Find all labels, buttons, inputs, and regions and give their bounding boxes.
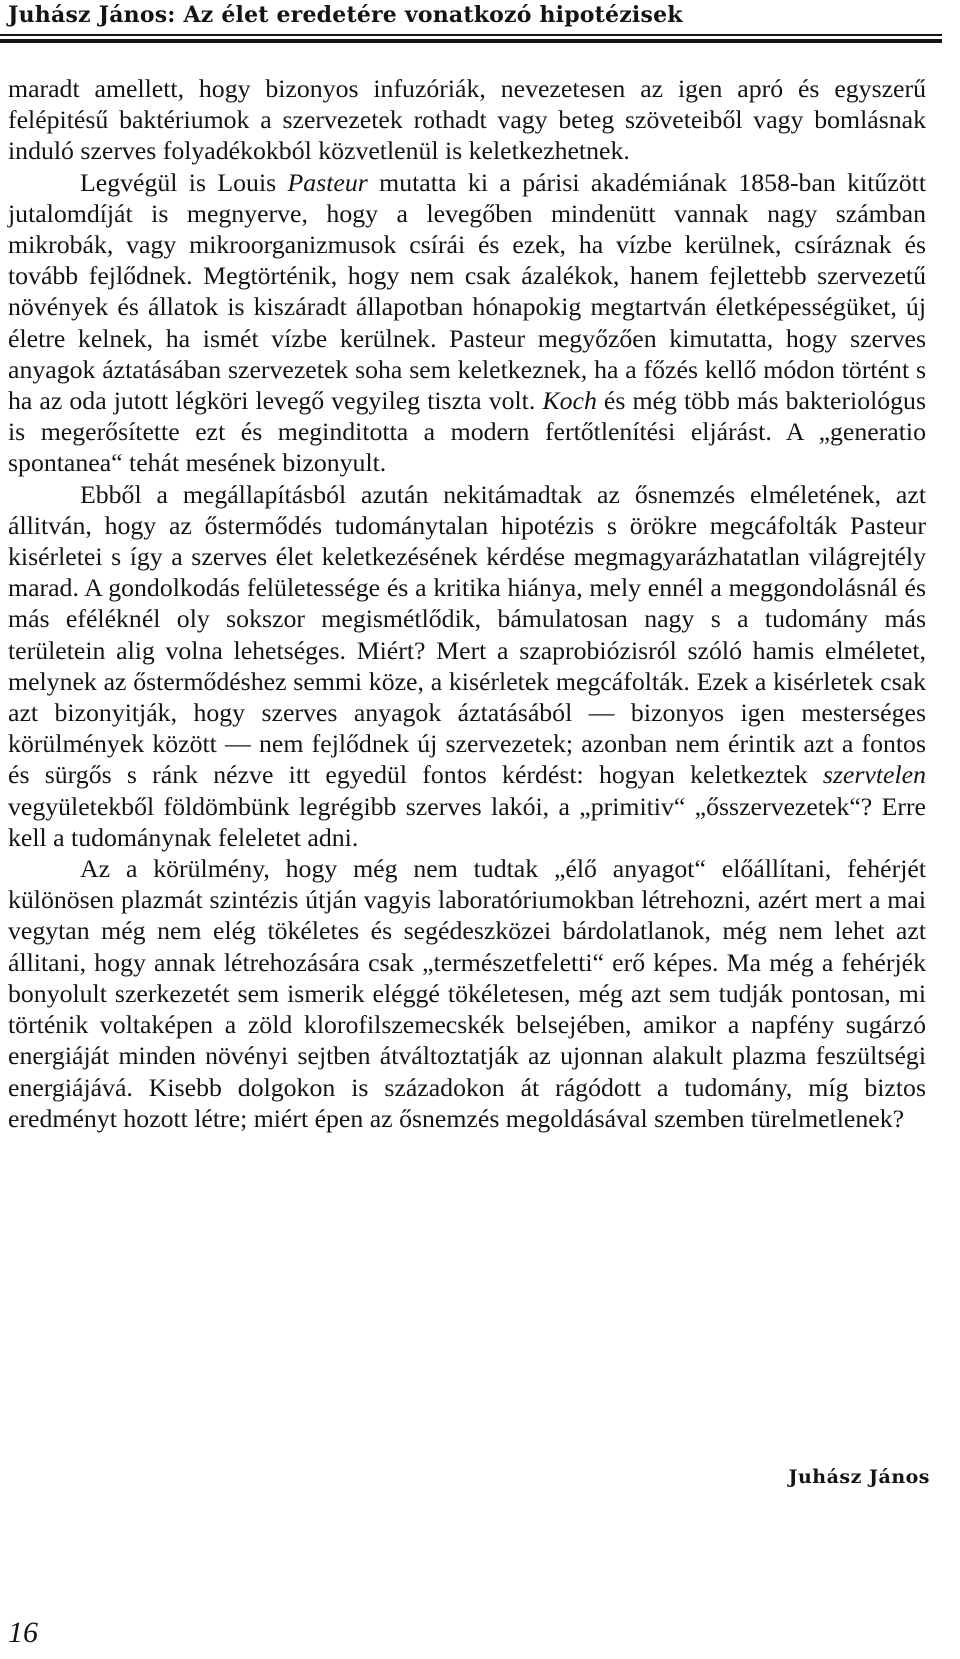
paragraph-2-part-a: Legvégül is Louis [80, 167, 288, 197]
paragraph-2-part-c: mutatta ki a párisi akadémiának 1858-ban kitűzött jutalomdíját is megnyerve, hogy a levegőben mindenütt vannak nagy számban mikrobák, vagy mikroorganizmusok csírái és ezek, ha vízbe kerülnek, csíráznak és tovább fejlődnek. Megtörténik, hogy nem csak ázalékok, hanem fejlettebb szervezetű növények és állatok is kiszáradt állapotban hónapokig megtartván életképességüket, új életre kelnek, ha ismét vízbe kerülnek. Pasteur megyőzően kimutatta, hogy szerves anyagok áztatásában szervezetek soha sem keletkeznek, ha a főzés kellő módon történt s ha az oda jutott légköri levegő vegyileg tiszta volt. [8, 167, 926, 416]
name-koch: Koch [542, 386, 597, 416]
paragraph-2 [8, 167, 926, 479]
author-signature: Juhász János [788, 1466, 930, 1488]
article-body [8, 73, 926, 1134]
emphasis-szervtelen: szervtelen [822, 760, 926, 790]
paragraph-3-part-a: Ebből a megállapításból azután nekitámadtak az ősnemzés elméletének, azt állitván, hogy az őstermődés tudománytalan hipotézis s örökre megcáfolták Pasteur kisérletei s így a szerves élet keletkezésének kérdése megmagyarázhatatlan világrejtély marad. A gondolkodás felületessége és a kritika hiánya, mely ennél a meggondolásnál és más eféléknél oly sokszor megismétlődik, bámulatosan nagy s a tudomány más területein alig volna lehetséges. Miért? Mert a szaprobiózisról szóló hamis elméletet, melynek az őstermődéshez semmi köze, a kisérletek megcáfolták. Ezek a kisérletek csak azt bizonyitják, hogy szerves anyagok áztatásából — bizonyos igen mesterséges körülmények között — nem fejlődnek új szervezetek; azonban nem érintik azt a fontos és sürgős s ránk nézve itt egyedül fontos kérdést: hogyan keletkeztek [8, 479, 926, 790]
running-header: Juhász János: Az élet eredetére vonatkozó hipotézisek [8, 2, 683, 28]
name-pasteur: Pasteur [287, 167, 368, 197]
header-rule-thin [0, 34, 942, 36]
paragraph-2-part-e: és még több más bakteriológus is megerősítette ezt és meginditotta a modern fertőtlenítési eljárást. A „generatio spontanea“ tehát mesének bizonyult. [8, 386, 926, 478]
paragraph-4: Az a körülmény, hogy még nem tudtak „élő anyagot“ előállítani, fehérjét különösen plazmát szintézis útján vagyis laboratóriumokban létrehozni, azért mert a mai vegytan még nem elég tökéletes és segédeszközei bárdolatlanok, még nem lehet azt állitani, hogy annak létrehozására csak „természetfeletti“ erő képes. Ma még a fehérjék bonyolult szerkezetét sem ismerik eléggé tökéletesen, még azt sem tudják pontosan, mi történik voltaképen a zöld klorofilszemecskék belsejében, amikor a napfény sugárzó energiáját minden növényi sejtben átváltoztatják az ujonnan alakult plazma feszültségi energiájává. Kisebb dolgokon is századokon át rágódott a tudomány, míg biztos eredményt hozott létre; miért épen az ősnemzés megoldásával szemben türelmetlenek? [8, 854, 926, 1133]
header-rule-thick [0, 39, 942, 43]
page-number: 16 [8, 1616, 38, 1649]
paragraph-3 [8, 479, 926, 853]
paragraph-1: maradt amellett, hogy bizonyos infuzóriák, nevezetesen az igen apró és egyszerű felépitésű baktériumok a szervezetek rothadt vagy beteg szöveteiből vagy bomlásnak induló szerves folyadékokból közvetlenül is keletkezhetnek. [8, 74, 926, 166]
paragraph-3-part-c: vegyületekből földömbünk legrégibb szerves lakói, a „primitiv“ „ősszervezetek“? Erre kell a tudománynak feleletet adni. [8, 791, 926, 852]
